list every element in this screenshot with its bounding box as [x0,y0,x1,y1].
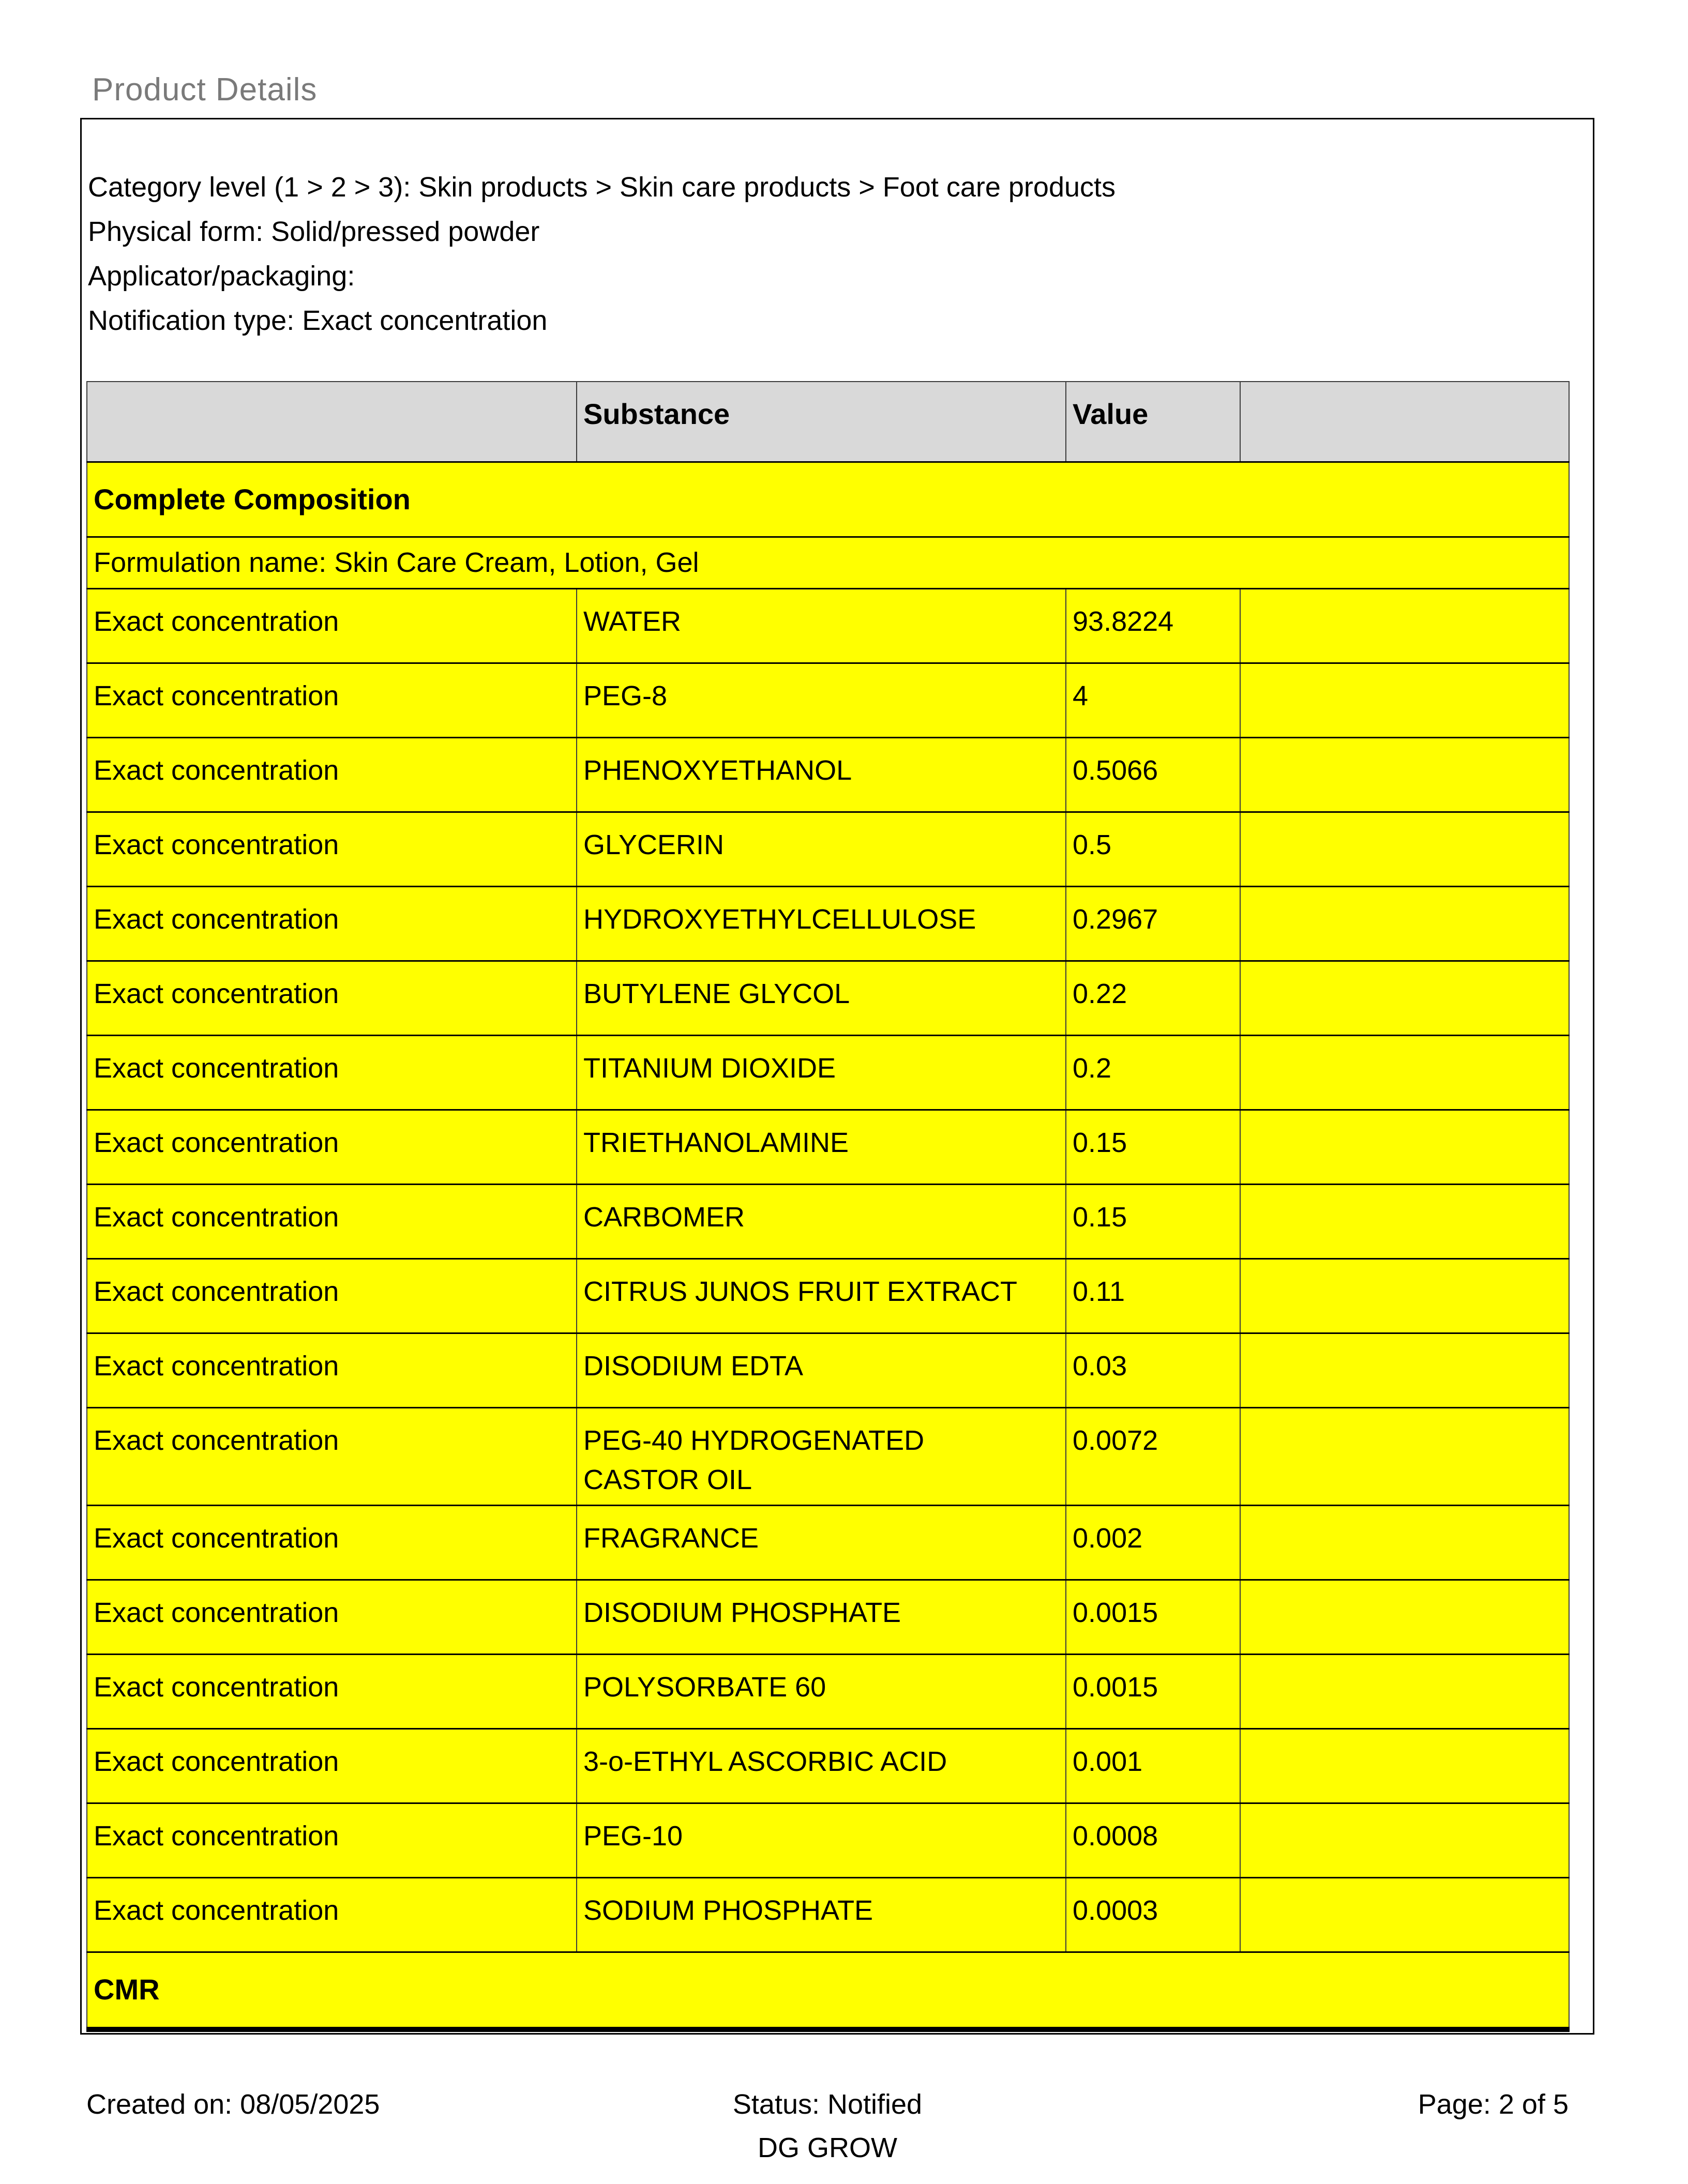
empty-cell [1240,886,1569,961]
details-panel [80,118,1594,2035]
empty-cell [1240,737,1569,812]
substance-cell: BUTYLENE GLYCOL [577,961,1066,1035]
value-cell: 0.2 [1066,1035,1240,1110]
notification-type-cell: Exact concentration [94,1052,339,1084]
notification-type-cell: Exact concentration [94,903,339,935]
notification-type-cell: Exact concentration [94,1522,339,1554]
section-row-cmr [87,1952,1569,2029]
notification-type-cell: Exact concentration [94,1201,339,1233]
substance-cell: PEG-10 [577,1803,1066,1877]
value-cell: 0.0015 [1066,1580,1240,1654]
value-cell: 0.03 [1066,1333,1240,1407]
composition-row [87,1110,1569,1184]
notification-type-cell: Exact concentration [94,1894,339,1926]
substance-cell: GLYCERIN [577,812,1066,886]
page-title: Product Details [92,72,318,108]
empty-cell [1240,1035,1569,1110]
applicator-packaging-line: Applicator/packaging: [88,261,355,292]
value-cell: 93.8224 [1066,588,1240,663]
notification-type-cell: Exact concentration [94,1671,339,1703]
composition-row [87,1877,1569,1952]
notification-type-cell: Exact concentration [94,829,339,860]
substance-cell: 3-o-ETHYL ASCORBIC ACID [577,1728,1066,1803]
substance-cell: PHENOXYETHANOL [577,737,1066,812]
substance-cell: FRAGRANCE [577,1505,1066,1580]
empty-cell [1240,1333,1569,1407]
footer-created-on: Created on: 08/05/2025 [86,2089,380,2120]
notification-type-cell: Exact concentration [94,1597,339,1628]
category-level-line: Category level (1 > 2 > 3): Skin products > Skin care products > Foot care products [88,172,1116,203]
substance-cell: CITRUS JUNOS FRUIT EXTRACT [577,1258,1066,1333]
section-title-complete-composition: Complete Composition [94,482,411,515]
substance-cell: DISODIUM EDTA [577,1333,1066,1407]
composition-row [87,1803,1569,1877]
empty-cell [1240,1407,1569,1505]
substance-cell: TITANIUM DIOXIDE [577,1035,1066,1110]
table-header-row [87,382,1569,462]
composition-row [87,663,1569,737]
notification-type-cell: Exact concentration [94,1127,339,1158]
empty-cell [1240,1877,1569,1952]
value-cell: 0.0015 [1066,1654,1240,1728]
composition-row [87,1654,1569,1728]
formulation-name-row [87,537,1569,588]
value-cell: 0.001 [1066,1728,1240,1803]
composition-row [87,1333,1569,1407]
composition-row [87,737,1569,812]
substance-cell: CARBOMER [577,1184,1066,1258]
composition-row [87,812,1569,886]
substance-cell: PEG-40 HYDROGENATED CASTOR OIL [577,1407,1066,1505]
notification-type-cell: Exact concentration [94,978,339,1009]
substance-cell: PEG-8 [577,663,1066,737]
substance-cell: TRIETHANOLAMINE [577,1110,1066,1184]
section-title-cmr: CMR [94,1973,160,2006]
value-cell: 0.5066 [1066,737,1240,812]
composition-row [87,1407,1569,1505]
header-cell-substance: Substance [577,382,1066,462]
empty-cell [1240,1258,1569,1333]
physical-form-line: Physical form: Solid/pressed powder [88,216,540,247]
notification-type-cell: Exact concentration [94,680,339,711]
empty-cell [1240,1580,1569,1654]
empty-cell [1240,1110,1569,1184]
substance-cell: WATER [577,588,1066,663]
formulation-name-text: Formulation name: Skin Care Cream, Lotion, Gel [94,547,699,578]
section-row-complete-composition [87,462,1569,537]
composition-row [87,961,1569,1035]
footer-status: Status: Notified [732,2089,923,2120]
notification-type-cell: Exact concentration [94,1350,339,1382]
empty-cell [1240,1654,1569,1728]
substance-cell: SODIUM PHOSPHATE [577,1877,1066,1952]
empty-cell [1240,663,1569,737]
header-cell-empty-right [1240,382,1569,462]
empty-cell [1240,588,1569,663]
value-cell: 0.15 [1066,1110,1240,1184]
value-cell: 0.2967 [1066,886,1240,961]
value-cell: 0.5 [1066,812,1240,886]
empty-cell [1240,1728,1569,1803]
composition-row [87,1580,1569,1654]
notification-type-cell: Exact concentration [94,1424,339,1456]
value-cell: 0.15 [1066,1184,1240,1258]
header-cell-value: Value [1066,382,1240,462]
composition-row [87,1035,1569,1110]
value-cell: 0.0008 [1066,1803,1240,1877]
notification-type-line: Notification type: Exact concentration [88,305,548,336]
footer-org: DG GROW [758,2132,897,2163]
empty-cell [1240,1803,1569,1877]
empty-cell [1240,1184,1569,1258]
empty-cell [1240,812,1569,886]
notification-type-cell: Exact concentration [94,1820,339,1852]
value-cell: 0.0072 [1066,1407,1240,1505]
page-footer [80,2083,1594,2170]
value-cell: 0.22 [1066,961,1240,1035]
empty-cell [1240,1505,1569,1580]
substance-cell: POLYSORBATE 60 [577,1654,1066,1728]
value-cell: 0.11 [1066,1258,1240,1333]
notification-type-cell: Exact concentration [94,1276,339,1307]
footer-page-number: Page: 2 of 5 [1418,2089,1569,2120]
value-cell: 0.0003 [1066,1877,1240,1952]
notification-type-cell: Exact concentration [94,605,339,637]
substance-cell: DISODIUM PHOSPHATE [577,1580,1066,1654]
notification-type-cell: Exact concentration [94,754,339,786]
composition-row [87,588,1569,663]
notification-type-cell: Exact concentration [94,1746,339,1777]
composition-row [87,1505,1569,1580]
product-meta [88,165,1583,343]
composition-row [87,1184,1569,1258]
header-cell-empty-left [87,382,577,462]
composition-row [87,1258,1569,1333]
substance-cell: HYDROXYETHYLCELLULOSE [577,886,1066,961]
value-cell: 4 [1066,663,1240,737]
footer-center-block [580,2083,1074,2170]
value-cell: 0.002 [1066,1505,1240,1580]
composition-table [86,381,1570,2032]
empty-cell [1240,961,1569,1035]
composition-row [87,1728,1569,1803]
composition-row [87,886,1569,961]
